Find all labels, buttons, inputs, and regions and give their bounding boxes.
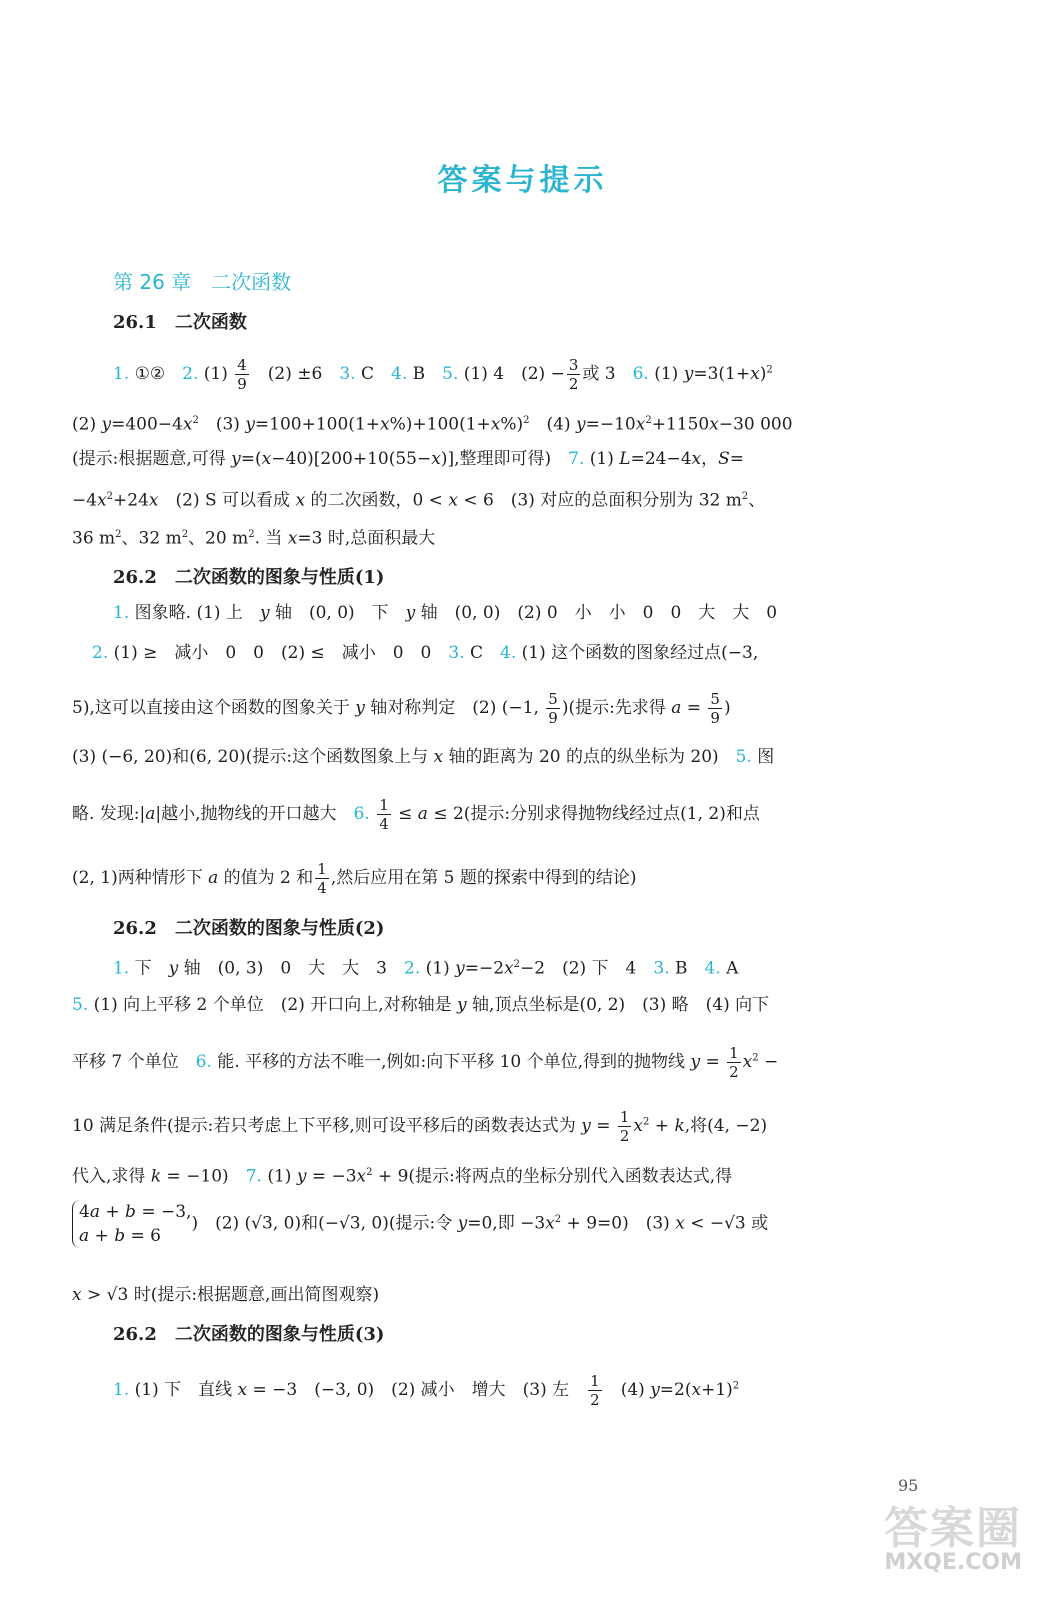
answer-line: 4a + b = −3, a + b = 6 ) (2) (√3, 0)和(−√3, 0)(提示:令 y=0,即 $-3x^2 + 9=0$) (3) x < −√3 或 [72,1200,932,1248]
answer-line: 代入,求得 k = −10) 7. (1) $y = -3x^2 + 9$(提示:将两点的坐标分别代入函数表达式,得 [72,1166,733,1187]
chapter-heading: 第 26 章 二次函数 [113,270,292,294]
watermark-logo [832,1492,1022,1580]
section-heading-26-2-2: 26.2 二次函数的图象与性质(2) [113,918,385,939]
watermark-url: MXQE.COM [884,1550,1022,1575]
answer-line: 10 满足条件(提示:若只考虑上下平移,则可设平移后的函数表达式为 y = $\frac{1}{2}$ $x^2 + k$,将(4, −2) [72,1108,768,1145]
answer-line: 5),这可以直接由这个函数的图象关于 y 轴对称判定 (2) (−1, $\frac{5}{9}$ )(提示:先求得 a = $\frac{5}{9}$ ) [72,690,731,727]
section-heading-26-2-1: 26.2 二次函数的图象与性质(1) [113,567,385,588]
answer-line: 1. 图象略. (1) 上 y 轴 (0, 0) 下 y 轴 (0, 0) (2) 0 小 小 0 0 大 大 0 [113,603,778,623]
answer-line: 1. ①② 2. (1) $\frac{4}{9}$ (2) ±6 3. C 4. B 5. (1) 4 (2) − $\frac{3}{2}$ 或 3 6. (1) $y=3(1+x)^2$ [113,356,773,393]
answer-line: $-4x^2+24x$ (2) S 可以看成 x 的二次函数，0 < x < 6 (3) 对应的总面积分别为 32 $m^2$、 [72,490,766,511]
section-heading-26-2-3: 26.2 二次函数的图象与性质(3) [113,1324,385,1345]
page-title: 答案与提示 [437,163,608,198]
answer-line: (2, 1)两种情形下 a 的值为 2 和 $\frac{1}{4}$ ,然后应用在第 5 题的探索中得到的结论) [72,860,637,897]
answer-line: 略. 发现:|a|越小,抛物线的开口越大 6. $\frac{1}{4}$ ≤ a ≤ 2(提示:分别求得抛物线经过点(1, 2)和点 [72,796,760,833]
answer-line: (提示:根据题意,可得 y=(x−40)[200+10(55−x)],整理即可得) 7. (1) L=24−4x，S= [72,449,745,469]
answer-line: 1. (1) 下 直线 x = −3 (−3, 0) (2) 减小 增大 (3) 左 $\frac{1}{2}$ (4) $y=2(x+1)^2$ [113,1372,740,1409]
answer-line: 2. (1) ≥ 减小 0 0 (2) ≤ 减小 0 0 3. C 4. (1) 这个函数的图象经过点(−3, [92,643,759,663]
answer-line: 36 $m^2$、32 $m^2$、20 $m^2$. 当 x=3 时,总面积最大 [72,528,436,549]
answer-line: 1. 下 y 轴 (0, 3) 0 大 大 3 2. (1) $y=-2x^2-2$ (2) 下 4 3. B 4. A [113,958,739,979]
section-heading-26-1: 26.1 二次函数 [113,312,247,333]
answer-line: 5. (1) 向上平移 2 个单位 (2) 开口向上,对称轴是 y 轴,顶点坐标是(0, 2) (3) 略 (4) 向下 [72,995,770,1015]
answer-line: (2) $y=400-4x^2$ (3) $y=100+100(1+x\%)+100(1+x\%)^2$ (4) $y=-10x^2+1150x-30$ 000 [72,414,793,435]
watermark-logo-text: 答案圈 [884,1503,1022,1554]
answer-line: x > √3 时(提示:根据题意,画出简图观察) [72,1285,380,1305]
answer-line: (3) (−6, 20)和(6, 20)(提示:这个函数图象上与 x 轴的距离为 20 的点的纵坐标为 20) 5. 图 [72,747,775,767]
page-number: 95 [898,1476,919,1495]
answer-line: 平移 7 个单位 6. 能. 平移的方法不唯一,例如:向下平移 10 个单位,得到的抛物线 y = $\frac{1}{2}$ $x^2$ − [72,1044,779,1081]
